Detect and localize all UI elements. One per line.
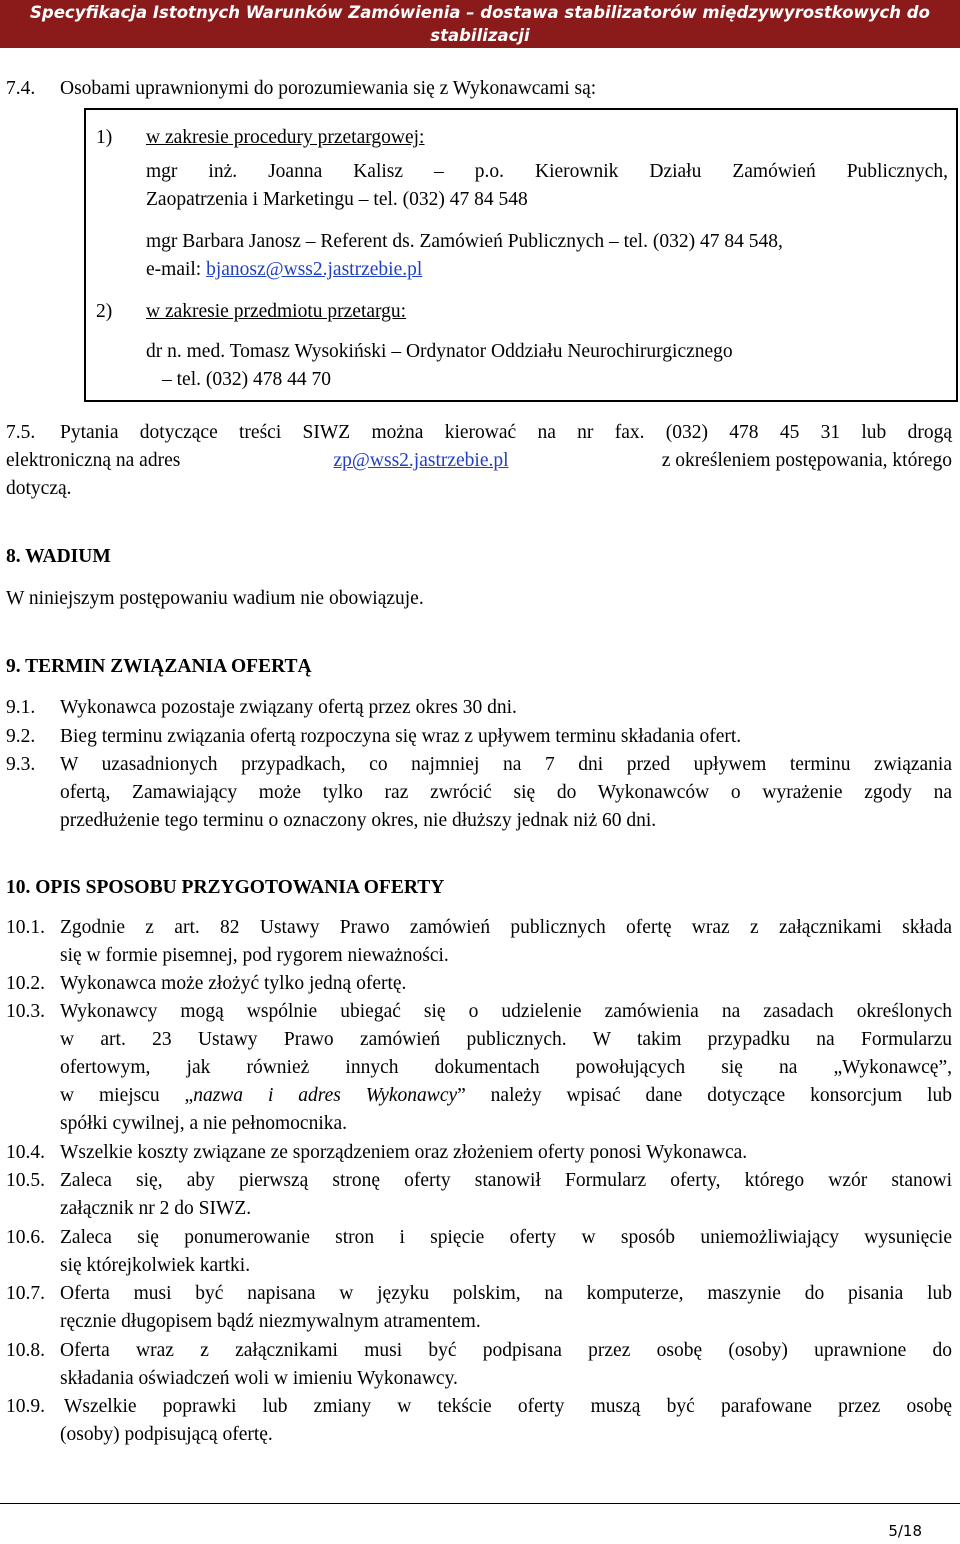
section-7-5-line-2 [6,449,952,473]
section-7-5-line-3: dotyczą. [6,478,72,499]
section-10-4-text: Wszelkie koszty związane ze sporządzeniem oraz złożeniem oferty ponosi Wykonawca. [60,1142,748,1163]
email-label: e-mail: [146,259,207,280]
section-10-8-line-1: Oferta wraz z załącznikami musi być podpisana przez osobę (osoby) uprawnione do [60,1340,952,1361]
contact-wysokinski-line-1: dr n. med. Tomasz Wysokiński – Ordynator Oddziału Neurochirurgicznego [146,341,733,362]
contact-janosz-line-1: mgr Barbara Janosz – Referent ds. Zamówień Publicznych – tel. (032) 47 84 548, [146,231,783,252]
document-header [0,0,960,68]
item-1-title: w zakresie procedury przetargowej: [146,127,425,148]
header-line-1: Specyfikacja Istotnych Warunków Zamówienia – dostawa stabilizatorów międzywyrostkowych do stabilizacji [30,3,930,45]
section-number-10-7: 10.7. [6,1283,45,1304]
section-number-10-5: 10.5. [6,1170,45,1191]
heading-termin-zwiazania: 9. TERMIN ZWIĄZANIA OFERTĄ [6,656,312,677]
section-number-9-1: 9.1. [6,697,36,718]
section-10-9-line-1: Wszelkie poprawki lub zmiany w tekście oferty muszą być parafowane przez osobę [64,1396,952,1417]
contact-kalisz-line-1: mgr inż. Joanna Kalisz – p.o. Kierownik Działu Zamówień Publicznych, [146,161,948,182]
section-10-5-line-1: Zaleca się, aby pierwszą stronę oferty stanowił Formularz oferty, którego wzór stanowi [60,1170,952,1191]
section-number-7-4: 7.4. [6,78,36,99]
contact-kalisz-line-2: Zaopatrzenia i Marketingu – tel. (032) 47 84 548 [146,189,528,210]
s10-3-l4-b: ” należy wpisać dane dotyczące konsorcjum lub [457,1085,952,1106]
section-10-3-line-3: ofertowym, jak również innych dokumentach powołujących się na „Wykonawcę”, [60,1057,952,1078]
section-9-3-line-1: W uzasadnionych przypadkach, co najmniej na 7 dni przed upływem terminu związania [60,754,952,775]
section-9-3-line-3: przedłużenie tego terminu o oznaczony okres, nie dłuższy jednak niż 60 dni. [60,810,657,831]
s10-3-l4-a: w miejscu „ [60,1085,194,1106]
email-link-bjanosz[interactable]: bjanosz@wss2.jastrzebie.pl [206,259,423,280]
section-number-9-3: 9.3. [6,754,36,775]
header-line-2: wyrostków kolczystych odcinka lędźwiowego kręgosłupa – do 137.000 EURO [125,49,835,68]
section-number-7-5: 7.5. [6,422,36,443]
section-number-10-8: 10.8. [6,1340,45,1361]
section-7-5-line-1: Pytania dotyczące treści SIWZ można kierować na nr fax. (032) 478 45 31 lub drogą [60,422,952,443]
section-number-10-3: 10.3. [6,1001,45,1022]
section-10-1-line-1: Zgodnie z art. 82 Ustawy Prawo zamówień publicznych ofertę wraz z załącznikami składa [60,917,952,938]
section-number-10-1: 10.1. [6,917,45,938]
footer-divider [0,1503,960,1504]
section-10-3-line-4 [60,1084,952,1108]
section-10-9-line-2: (osoby) podpisującą ofertę. [60,1424,273,1445]
section-number-10-4: 10.4. [6,1142,45,1163]
section-10-1-line-2: się w formie pisemnej, pod rygorem nieważności. [60,945,449,966]
section-7-4-text: Osobami uprawnionymi do porozumiewania się z Wykonawcami są: [60,78,597,99]
contact-janosz-line-2 [146,258,422,282]
s75-line2-a: elektroniczną na adres [6,450,181,471]
s10-3-l4-italic: nazwa i adres Wykonawcy [193,1085,458,1106]
section-number-9-2: 9.2. [6,726,36,747]
section-9-3-line-2: ofertą, Zamawiający może tylko raz zwrócić się do Wykonawców o wyrażenie zgody na [60,782,952,803]
section-10-2-text: Wykonawca może złożyć tylko jedną ofertę. [60,973,407,994]
section-10-3-line-2: w art. 23 Ustawy Prawo zamówień publicznych. W takim przypadku na Formularzu [60,1029,952,1050]
item-2-title: w zakresie przedmiotu przetargu: [146,301,407,322]
section-number-10-9: 10.9. [6,1396,45,1417]
section-9-2-text: Bieg terminu związania ofertą rozpoczyna się wraz z upływem terminu składania ofert. [60,726,742,747]
section-10-7-line-2: ręcznie długopisem bądź niezmywalnym atramentem. [60,1311,481,1332]
section-10-8-line-2: składania oświadczeń woli w imieniu Wykonawcy. [60,1368,458,1389]
section-number-10-6: 10.6. [6,1227,45,1248]
s75-line2-b: z określeniem postępowania, którego [661,450,952,471]
contact-wysokinski-line-2: – tel. (032) 478 44 70 [162,369,331,390]
section-10-5-line-2: załącznik nr 2 do SIWZ. [60,1198,252,1219]
wadium-text: W niniejszym postępowaniu wadium nie obowiązuje. [6,588,424,609]
item-number-2: 2) [96,301,113,322]
section-9-1-text: Wykonawca pozostaje związany ofertą przez okres 30 dni. [60,697,517,718]
heading-wadium: 8. WADIUM [6,546,111,567]
section-10-6-line-1: Zaleca się ponumerowanie stron i spięcie oferty w sposób uniemożliwiający wysunięcie [60,1227,952,1248]
page-number: 5/18 [888,1522,922,1540]
section-10-3-line-1: Wykonawcy mogą wspólnie ubiegać się o udzielenie zamówienia na zasadach określonych [60,1001,952,1022]
section-10-3-line-5: spółki cywilnej, a nie pełnomocnika. [60,1113,348,1134]
section-10-7-line-1: Oferta musi być napisana w języku polskim, na komputerze, maszynie do pisania lub [60,1283,952,1304]
section-10-6-line-2: się którejkolwiek kartki. [60,1255,251,1276]
email-link-zp[interactable]: zp@wss2.jastrzebie.pl [333,450,509,471]
item-number-1: 1) [96,127,113,148]
section-number-10-2: 10.2. [6,973,45,994]
heading-opis-sposobu: 10. OPIS SPOSOBU PRZYGOTOWANIA OFERTY [6,877,445,898]
